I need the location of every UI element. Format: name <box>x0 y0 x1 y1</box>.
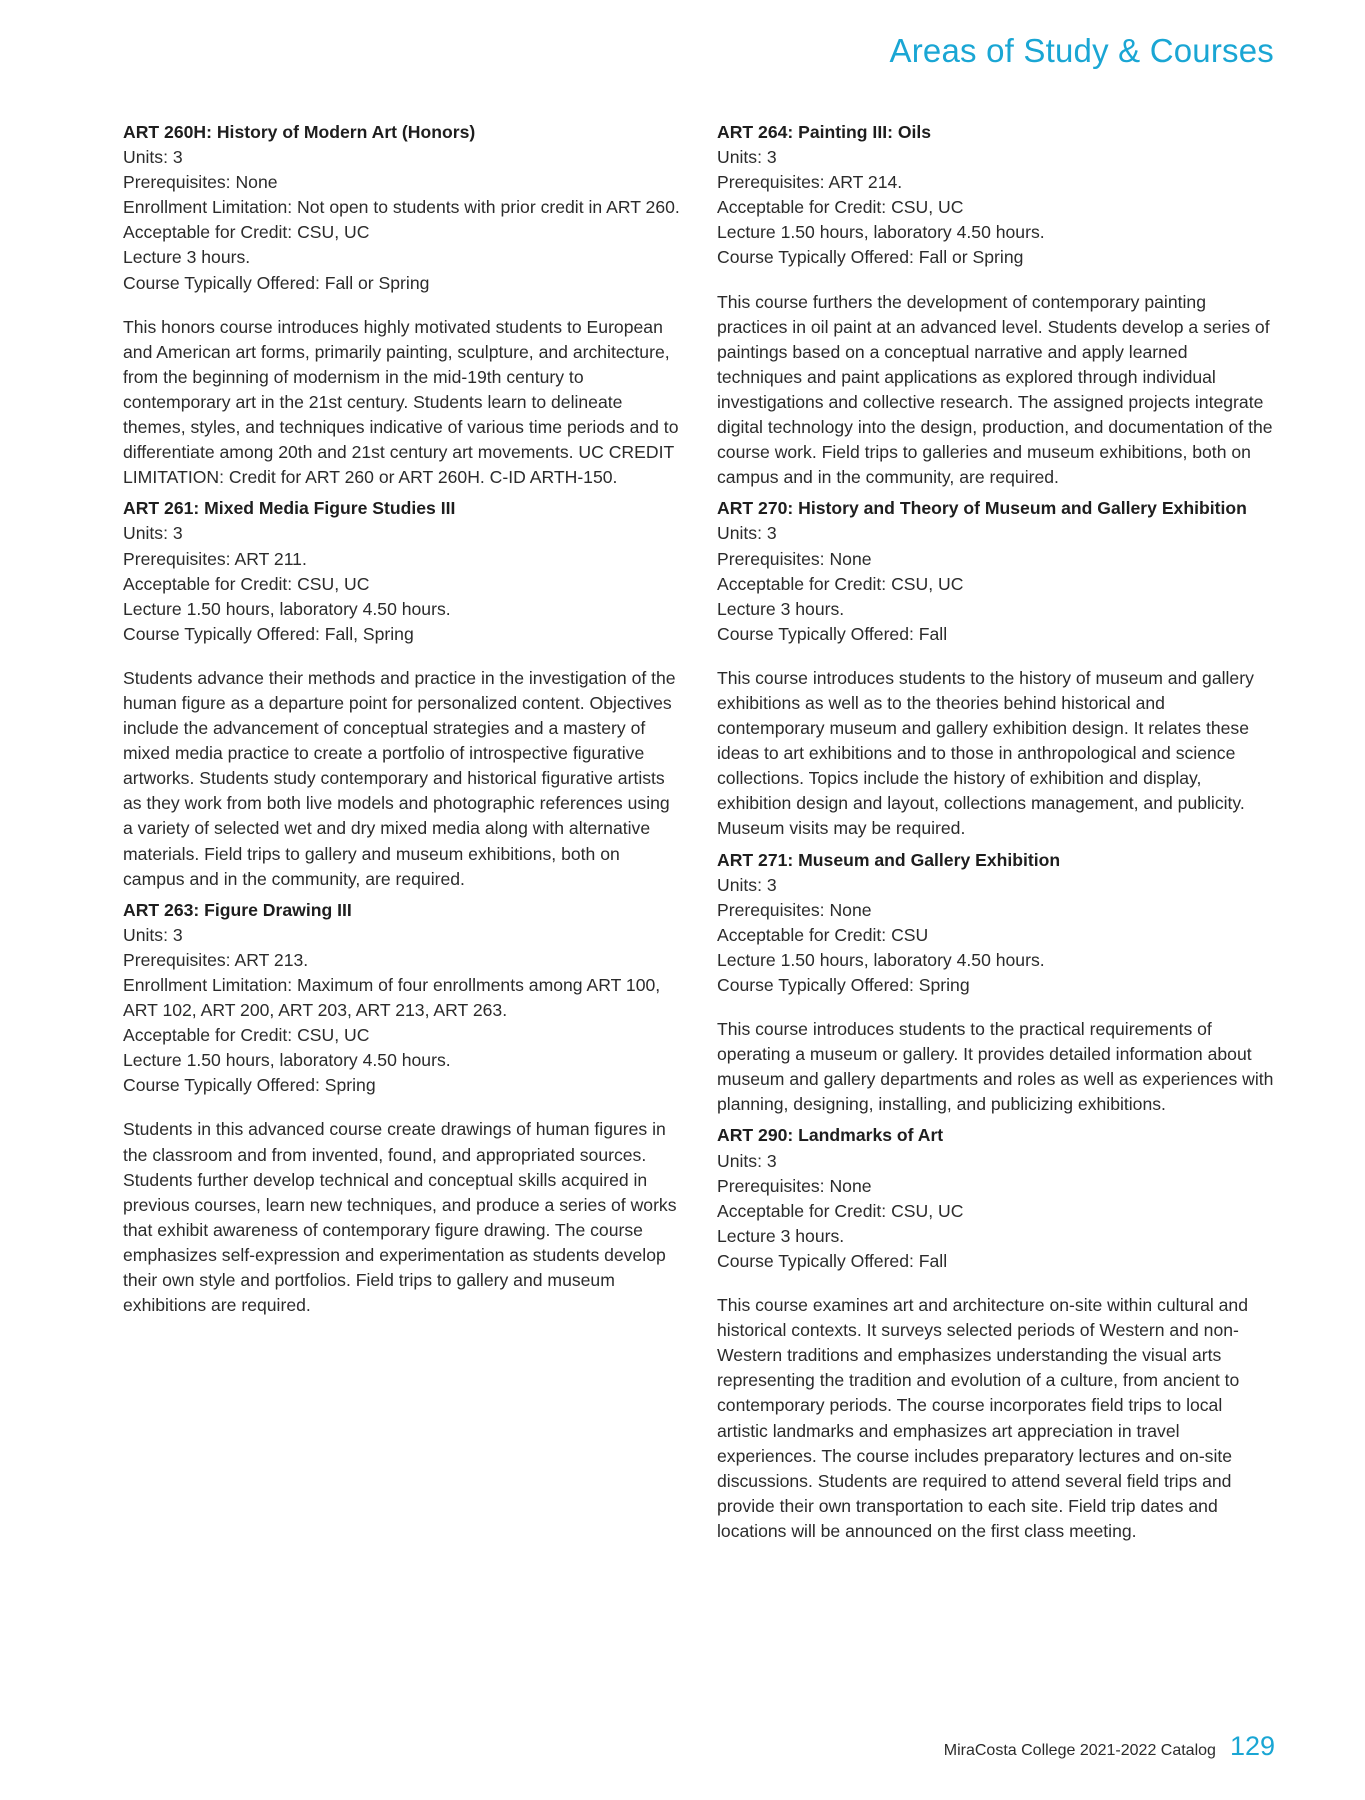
course-credit: Acceptable for Credit: CSU, UC <box>123 222 370 243</box>
course-offered: Course Typically Offered: Fall or Spring <box>717 247 1024 268</box>
course-offered: Course Typically Offered: Fall or Spring <box>123 272 430 293</box>
course-prerequisites: Prerequisites: None <box>717 1175 872 1196</box>
course-units: Units: 3 <box>123 924 183 945</box>
page-section-title: Areas of Study & Courses <box>889 32 1274 69</box>
course-entry <box>123 496 683 891</box>
course-hours: Lecture 3 hours. <box>717 1225 845 1246</box>
course-title: ART 263: Figure Drawing III <box>123 899 352 920</box>
course-credit: Acceptable for Credit: CSU, UC <box>717 573 964 594</box>
course-hours: Lecture 1.50 hours, laboratory 4.50 hours. <box>123 598 451 619</box>
course-units: Units: 3 <box>717 874 777 895</box>
course-title: ART 260H: History of Modern Art (Honors) <box>123 122 476 142</box>
course-enrollment-limitation: Enrollment Limitation: Maximum of four enrollments among ART 100, ART 102, ART 200, ART 203, ART 213, ART 263. <box>123 975 661 1021</box>
course-entry <box>717 120 1277 490</box>
course-hours: Lecture 1.50 hours, laboratory 4.50 hours. <box>717 949 1045 970</box>
course-credit: Acceptable for Credit: CSU <box>717 924 929 945</box>
course-entry <box>123 898 683 1319</box>
course-offered: Course Typically Offered: Fall <box>717 623 948 644</box>
course-title: ART 290: Landmarks of Art <box>717 1125 944 1146</box>
right-column <box>717 120 1277 1550</box>
course-units: Units: 3 <box>717 147 777 168</box>
course-offered: Course Typically Offered: Fall, Spring <box>123 623 414 644</box>
course-hours: Lecture 1.50 hours, laboratory 4.50 hours. <box>123 1050 451 1071</box>
course-title: ART 271: Museum and Gallery Exhibition <box>717 849 1061 870</box>
course-title: ART 261: Mixed Media Figure Studies III <box>123 498 456 519</box>
course-offered: Course Typically Offered: Spring <box>717 975 970 995</box>
course-entry <box>717 848 1277 1118</box>
course-credit: Acceptable for Credit: CSU, UC <box>123 573 370 594</box>
course-entry <box>123 120 683 490</box>
course-offered: Course Typically Offered: Fall <box>717 1250 948 1271</box>
course-description: This course introduces students to the history of museum and gallery exhibitions as well as to the theories behind historical and contemporary museum and gallery exhibition design. It relates these ideas to art exhibitions and to those in anthropological and science collections. Topics include the history of exhibition and display, exhibition design and layout, collections management, and publicity. Museum visits may be required. <box>717 667 1254 839</box>
course-units: Units: 3 <box>717 1150 777 1171</box>
course-description: Students advance their methods and practice in the investigation of the human figure as a departure point for personalized content. Objectives include the advancement of conceptual strategies and a mastery of mixed media practice to create a portfolio of introspective figurative artworks. Students study contemporary and historical figurative artists as they work from both live models and photographic references using a variety of selected wet and dry mixed media along with alternative materials. Field trips to gallery and museum exhibitions, both on campus and in the community, are required. <box>123 667 676 889</box>
course-entry <box>717 496 1277 841</box>
course-description: Students in this advanced course create drawings of human figures in the classroom and from invented, found, and appropriated sources. Students further develop technical and conceptual skills acquired in previous courses, learn new techniques, and produce a series of works that exhibit awareness of contemporary figure drawing. The course emphasizes self-expression and experimentation as students develop their own style and portfolios. Field trips to gallery and museum exhibitions are required. <box>123 1119 677 1316</box>
course-prerequisites: Prerequisites: ART 214. <box>717 172 903 193</box>
page-number: 129 <box>1229 1731 1275 1761</box>
course-prerequisites: Prerequisites: None <box>123 172 278 193</box>
course-credit: Acceptable for Credit: CSU, UC <box>717 1200 964 1221</box>
course-entry <box>717 1123 1277 1544</box>
course-credit: Acceptable for Credit: CSU, UC <box>717 197 964 218</box>
course-prerequisites: Prerequisites: None <box>717 899 872 920</box>
course-hours: Lecture 3 hours. <box>123 247 251 268</box>
page-footer <box>944 1731 1275 1762</box>
course-description: This course introduces students to the practical requirements of operating a museum or gallery. It provides detailed information about museum and gallery departments and roles as well as experiences with planning, designing, installing, and publicizing exhibitions. <box>717 1019 1274 1115</box>
course-hours: Lecture 1.50 hours, laboratory 4.50 hours. <box>717 222 1045 243</box>
course-prerequisites: Prerequisites: None <box>717 548 872 569</box>
course-description: This honors course introduces highly motivated students to European and American art forms, primarily painting, sculpture, and architecture, from the beginning of modernism in the mid-19th century to contemporary art in the 21st century. Students learn to delineate themes, styles, and techniques indicative of various time periods and to differentiate among 20th and 21st century art movements. UC CREDIT LIMITATION: Credit for ART 260 or ART 260H. C-ID ARTH-150. <box>123 316 679 488</box>
left-column <box>123 120 683 1324</box>
course-title: ART 264: Painting III: Oils <box>717 122 932 142</box>
course-title: ART 270: History and Theory of Museum and Gallery Exhibition <box>717 498 1247 519</box>
course-credit: Acceptable for Credit: CSU, UC <box>123 1025 370 1046</box>
course-enrollment-limitation: Enrollment Limitation: Not open to students with prior credit in ART 260. <box>123 197 680 218</box>
course-prerequisites: Prerequisites: ART 213. <box>123 949 309 970</box>
course-prerequisites: Prerequisites: ART 211. <box>123 548 307 569</box>
catalog-name: MiraCosta College 2021-2022 Catalog <box>943 1742 1216 1759</box>
course-description: This course examines art and architecture on-site within cultural and historical contexts. It surveys selected periods of Western and non-Western traditions and emphasizes understanding the visual arts representing the tradition and evolution of a culture, from ancient to contemporary periods. The course incorporates field trips to local artistic landmarks and emphasizes art appreciation in travel experiences. The course includes preparatory lectures and on-site discussions. Students are required to attend several field trips and provide their own transportation to each site. Field trip dates and locations will be announced on the first class meeting. <box>717 1295 1248 1541</box>
course-offered: Course Typically Offered: Spring <box>123 1075 376 1096</box>
course-units: Units: 3 <box>123 147 183 168</box>
course-units: Units: 3 <box>123 523 183 544</box>
course-description: This course furthers the development of contemporary painting practices in oil paint at an advanced level. Students develop a series of paintings based on a conceptual narrative and apply learned techniques and paint applications as explored through individual investigations and collective research. The assigned projects integrate digital technology into the design, production, and documentation of the course work. Field trips to galleries and museum exhibitions, both on campus and in the community, are required. <box>717 291 1273 488</box>
course-units: Units: 3 <box>717 523 777 544</box>
course-hours: Lecture 3 hours. <box>717 598 845 619</box>
